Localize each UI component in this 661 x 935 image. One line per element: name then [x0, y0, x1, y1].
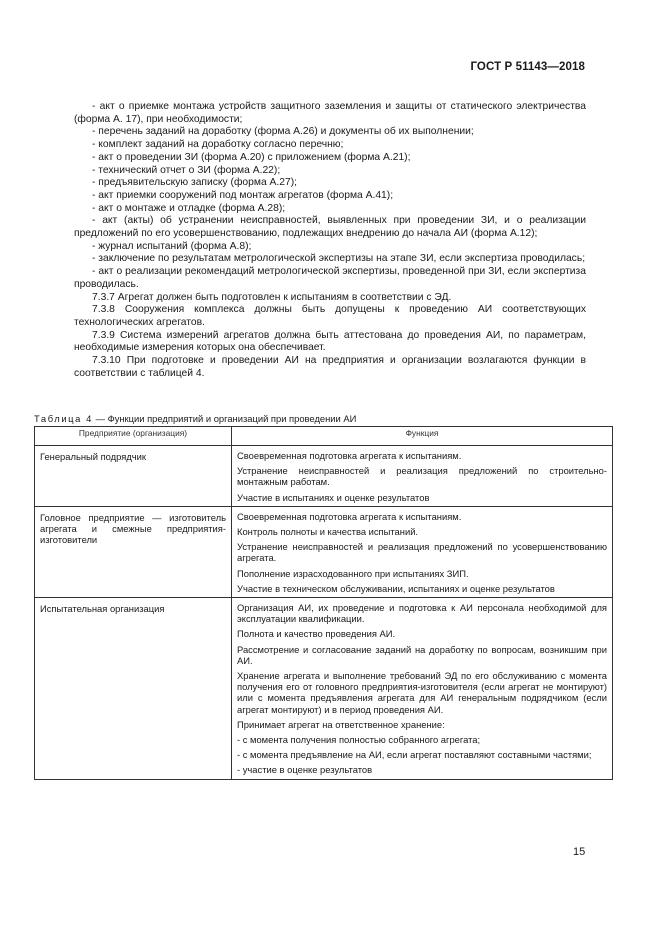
- function-item: Своевременная подготовка агрегата к испытаниям.: [237, 510, 462, 522]
- function-cell: [232, 506, 613, 597]
- column-header-function: Функция: [232, 427, 613, 446]
- list-item: - акт о реализации рекомендаций метрологической экспертизы, проведенной при ЗИ, если экспертиза проводилась.: [74, 266, 586, 290]
- clause-7-3-9: 7.3.9 Система измерений агрегатов должна быть аттестована до проведения АИ, по параметрам, необходимые измерения которых она обеспечивает.: [74, 329, 586, 354]
- function-item: - участие в оценке результатов: [237, 764, 373, 776]
- document-id: ГОСТ Р 51143—2018: [470, 61, 585, 73]
- list-item: - предъявительскую записку (форма А.27);: [92, 177, 298, 189]
- clause-7-3-8: 7.3.8 Сооружения комплекса должны быть допущены к проведению АИ соответствующих технологических агрегатов.: [74, 304, 586, 328]
- function-item: Устранение неисправностей и реализация предложений по строительно-монтажным работам.: [237, 465, 607, 488]
- organization-cell: Головное предприятие — изготовитель агрегата и смежные предприятия-изготовители: [35, 506, 232, 597]
- list-item: - акт о приемке монтажа устройств защитного заземления и защиты от статического электричества (форма А. 17), при необходимости;: [74, 101, 586, 125]
- organization-cell: Генеральный подрядчик: [35, 446, 232, 507]
- function-item: Организация АИ, их проведение и подготовка к АИ персонала необходимой для эксплуатации квалификации.: [237, 602, 607, 625]
- list-item: - комплект заданий на доработку согласно перечню;: [92, 139, 344, 151]
- table-row: [35, 446, 613, 507]
- function-cell: [232, 598, 613, 780]
- page-number: 15: [573, 846, 586, 858]
- organization-cell: Испытательная организация: [35, 598, 232, 780]
- function-item: - с момента предъявление на АИ, если агрегат поставляют составными частями;: [237, 749, 592, 761]
- function-item: Пополнение израсходованного при испытаниях ЗИП.: [237, 567, 469, 579]
- function-item: Устранение неисправностей и реализация предложений по усовершенствованию агрегата.: [237, 541, 607, 564]
- table-caption-text: — Функции предприятий и организаций при проведении АИ: [92, 413, 357, 424]
- function-cell: [232, 446, 613, 507]
- clause-7-3-10: 7.3.10 При подготовке и проведении АИ на предприятия и организации возлагаются функции в соответствии с таблицей 4.: [74, 355, 586, 379]
- function-item: Принимает агрегат на ответственное хранение:: [237, 718, 445, 730]
- function-item: Участие в испытаниях и оценке результатов: [237, 491, 430, 503]
- function-item: Участие в техническом обслуживании, испытаниях и оценке результатов: [237, 582, 555, 594]
- list-item: - заключение по результатам метрологической экспертизы на этапе ЗИ, если экспертиза проводилась;: [92, 253, 586, 265]
- table-caption-label: Таблица 4: [34, 413, 93, 424]
- functions-table: [34, 426, 613, 780]
- list-item: - акт о проведении ЗИ (форма А.20) с приложением (форма А.21);: [92, 151, 411, 163]
- list-item: - журнал испытаний (форма А.8);: [92, 240, 252, 252]
- list-item: - перечень заданий на доработку (форма А.26) и документы об их выполнении;: [92, 126, 474, 138]
- list-item: - акт приемки сооружений под монтаж агрегатов (форма А.41);: [92, 189, 394, 201]
- function-item: Рассмотрение и согласование заданий на доработку по вопросам, возникшим при АИ.: [237, 643, 607, 666]
- table-row: [35, 598, 613, 780]
- clause-7-3-7: 7.3.7 Агрегат должен быть подготовлен к испытаниям в соответствии с ЭД.: [92, 291, 452, 303]
- column-header-organization: Предприятие (организация): [35, 427, 232, 446]
- list-item: - акт (акты) об устранении неисправностей, выявленных при проведении ЗИ, и о реализации предложений по его усовершенствованию, подлежащих внедрению до начала АИ (форма А.12);: [74, 215, 586, 240]
- list-item: - технический отчет о ЗИ (форма А.22);: [92, 164, 281, 176]
- table-header-row: [35, 427, 613, 446]
- function-item: Полнота и качество проведения АИ.: [237, 628, 396, 640]
- body-text: [74, 101, 586, 380]
- function-item: Своевременная подготовка агрегата к испытаниям.: [237, 450, 462, 461]
- table-caption: [34, 413, 356, 424]
- list-item: - акт о монтаже и отладке (форма А.28);: [92, 202, 286, 214]
- function-item: Хранение агрегата и выполнение требований ЭД по его обслуживанию с момента получения его от головного предприятия-изготовителя (если агрегат не монтируют) или с момента предъявления агрегата для АИ генеральным подрядчиком (если агрегат монтируют) и в период проведения АИ.: [237, 670, 607, 715]
- function-item: - с момента получения полностью собранного агрегата;: [237, 734, 481, 746]
- table-row: [35, 506, 613, 597]
- function-item: Контроль полноты и качества испытаний.: [237, 526, 419, 538]
